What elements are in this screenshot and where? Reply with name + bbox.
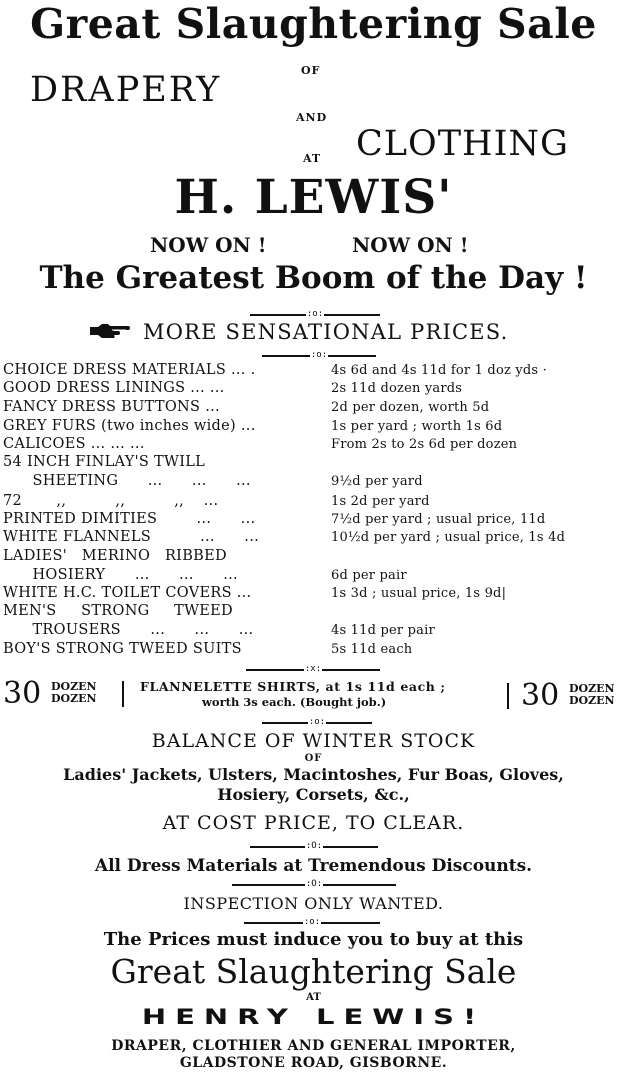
item-price: 1s 3d ; usual price, 1s 9d| xyxy=(331,586,507,601)
price-row xyxy=(3,512,623,527)
item-price: 2d per dozen, worth 5d xyxy=(331,400,490,415)
winter-title: BALANCE OF WINTER STOCK xyxy=(151,730,476,752)
divider-rule: :O: xyxy=(232,880,396,889)
price-row xyxy=(3,419,623,434)
bar-left xyxy=(122,681,124,707)
price-row xyxy=(3,455,623,470)
dozen-left-1: DOZEN xyxy=(51,680,97,693)
at-label: AT xyxy=(303,152,322,165)
address-line: GLADSTONE ROAD, GISBORNE. xyxy=(179,1055,448,1071)
and-label: AND xyxy=(296,111,328,124)
henry-lewis: HENRY LEWIS! xyxy=(141,1004,486,1030)
price-row xyxy=(3,586,623,601)
sensational-label: MORE SENSATIONAL PRICES. xyxy=(143,320,509,344)
item-price: 4s 6d and 4s 11d for 1 doz yds · xyxy=(331,363,547,378)
pointing-hand-icon xyxy=(88,322,132,338)
inspection-line: INSPECTION ONLY WANTED. xyxy=(183,894,444,913)
item-name: HOSIERY ... ... ... xyxy=(3,567,238,583)
shop-name: H. LEWIS' xyxy=(174,170,453,225)
dozen-left-2: DOZEN xyxy=(51,692,97,705)
item-price: 1s per yard ; worth 1s 6d xyxy=(331,419,503,434)
dozen-right-1: DOZEN xyxy=(569,682,615,695)
clothing-heading: CLOTHING xyxy=(356,124,569,164)
price-row xyxy=(3,381,623,396)
flannelette-line2: worth 3s each. (Bought job.) xyxy=(202,695,387,709)
item-price: 7½d per yard ; usual price, 11d xyxy=(331,512,546,527)
divider-rule: :O: xyxy=(250,842,378,851)
item-name: 54 INCH FINLAY'S TWILL xyxy=(3,454,206,470)
footer-at: AT xyxy=(306,992,321,1003)
dozen-right-2: DOZEN xyxy=(569,694,615,707)
divider-rule: :o: xyxy=(244,918,380,927)
item-name: WHITE H.C. TOILET COVERS ... xyxy=(3,585,252,601)
of-label: OF xyxy=(301,64,321,77)
item-name: TROUSERS ... ... ... xyxy=(3,622,254,638)
winter-of: OF xyxy=(304,753,323,764)
divider-rule: :o: xyxy=(262,351,376,360)
item-price: 5s 11d each xyxy=(331,642,413,657)
qty-right: 30 xyxy=(521,678,560,713)
item-name: LADIES' MERINO RIBBED xyxy=(3,548,227,564)
qty-left: 30 xyxy=(3,676,42,711)
price-row xyxy=(3,530,623,545)
item-name: FANCY DRESS BUTTONS ... xyxy=(3,399,220,415)
footer-title: Great Slaughtering Sale xyxy=(110,952,517,991)
item-name: WHITE FLANNELS ... ... xyxy=(3,529,260,545)
price-row xyxy=(3,437,623,452)
boom-line: The Greatest Boom of the Day ! xyxy=(39,260,588,296)
item-name: CHOICE DRESS MATERIALS ... . xyxy=(3,362,256,378)
item-price: 1s 2d per yard xyxy=(331,494,430,509)
main-title: Great Slaughtering Sale xyxy=(30,0,597,48)
price-row xyxy=(3,623,623,638)
winter-line2: Hosiery, Corsets, &c., xyxy=(217,785,410,804)
item-price: 9½d per yard xyxy=(331,474,423,489)
divider-rule: :o: xyxy=(250,310,380,319)
price-row xyxy=(3,494,623,509)
cost-price: AT COST PRICE, TO CLEAR. xyxy=(162,812,465,834)
item-price: 4s 11d per pair xyxy=(331,623,435,638)
occupation-line: DRAPER, CLOTHIER AND GENERAL IMPORTER, xyxy=(111,1038,516,1054)
price-row xyxy=(3,642,623,657)
item-name: MEN'S STRONG TWEED xyxy=(3,603,233,619)
item-price: From 2s to 2s 6d per dozen xyxy=(331,437,518,452)
divider-rule: :x: xyxy=(246,665,380,674)
item-name: GREY FURS (two inches wide) ... xyxy=(3,418,256,434)
item-name: 72 ,, ,, ,, ... xyxy=(3,493,219,509)
induce-line: The Prices must induce you to buy at this xyxy=(103,929,524,950)
price-row xyxy=(3,549,623,564)
price-row xyxy=(3,400,623,415)
drapery-heading: DRAPERY xyxy=(30,70,222,110)
bar-right xyxy=(507,683,509,709)
divider-rule: :o: xyxy=(262,718,372,727)
item-price: 10½d per yard ; usual price, 1s 4d xyxy=(331,530,566,545)
price-row xyxy=(3,604,623,619)
item-name: SHEETING ... ... ... xyxy=(3,473,251,489)
item-name: CALICOES ... ... ... xyxy=(3,436,145,452)
item-name: BOY'S STRONG TWEED SUITS xyxy=(3,641,242,657)
item-name: GOOD DRESS LININGS ... ... xyxy=(3,380,225,396)
item-price: 6d per pair xyxy=(331,568,407,583)
flannelette-line1: FLANNELETTE SHIRTS, at 1s 11d each ; xyxy=(140,679,446,694)
now-on-right: NOW ON ! xyxy=(352,233,469,257)
now-on-left: NOW ON ! xyxy=(150,233,267,257)
price-row xyxy=(3,568,623,583)
price-row xyxy=(3,363,623,378)
discounts-line: All Dress Materials at Tremendous Discounts. xyxy=(94,856,533,876)
winter-line1: Ladies' Jackets, Ulsters, Macintoshes, Fur Boas, Gloves, xyxy=(63,765,564,784)
item-price: 2s 11d dozen yards xyxy=(331,381,463,396)
price-row xyxy=(3,474,623,489)
flannelette-block xyxy=(0,675,627,715)
item-name: PRINTED DIMITIES ... ... xyxy=(3,511,256,527)
